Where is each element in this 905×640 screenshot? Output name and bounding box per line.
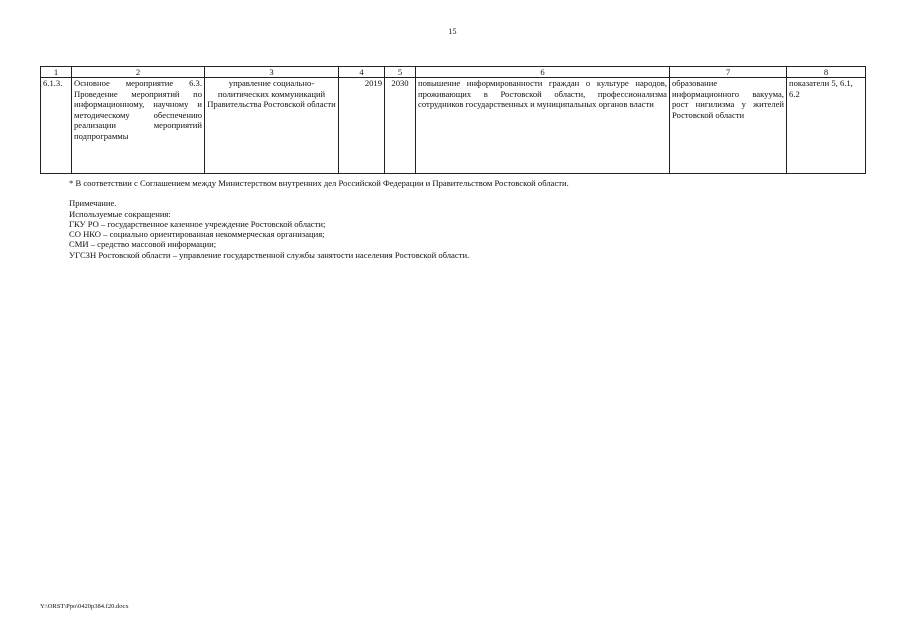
column-header-8: 8 [787,67,866,78]
note-title: Примечание. [69,198,117,209]
abbreviation-item: СМИ – средство массовой информации; [69,239,217,250]
footnote: * В соответствии с Соглашением между Министерством внутренних дел Российской Федерации и Правительством Ростовской области. [69,178,569,188]
column-header-6: 6 [416,67,670,78]
abbreviation-item: ГКУ РО – государственное казенное учреждение Ростовской области; [69,218,326,229]
row-number-cell: 6.1.3. [41,78,72,174]
table-header-row [41,67,866,78]
table-row [41,78,866,174]
program-table [40,66,866,174]
abbreviation-item: УГСЗН Ростовской области – управление государственной службы занятости населения Ростовской области. [69,249,470,260]
expected-result-cell: повышение информированности граждан о культуре народов, проживающих в Ростовской области, профессионализма сотрудников государственных и муниципальных органов власти [416,78,670,174]
column-header-2: 2 [72,67,205,78]
abbreviations-heading: Используемые сокращения: [69,208,171,219]
indicators-cell: показатели 5, 6.1, 6.2 [787,78,866,174]
column-header-3: 3 [205,67,339,78]
file-path: Y:\ORST\Ppo\0420p384.f20.docx [40,603,129,610]
end-year-cell: 2030 [385,78,416,174]
executor-cell: управление социально-политических коммуникаций Правительства Ростовской области [205,78,339,174]
consequences-cell: образование информационного вакуума, рост нигилизма у жителей Ростовской области [670,78,787,174]
column-header-7: 7 [670,67,787,78]
event-name-cell: Основное мероприятие 6.3. Проведение мероприятий по информационному, научному и методическому обеспечению реализации мероприятий подпрограммы [72,78,205,174]
column-header-5: 5 [385,67,416,78]
column-header-4: 4 [339,67,385,78]
start-year-cell: 2019 [339,78,385,174]
column-header-1: 1 [41,67,72,78]
abbreviation-item: СО НКО – социально ориентированная некоммерческая организация; [69,229,325,240]
notes-section [69,178,859,260]
page-number: 15 [448,27,457,36]
